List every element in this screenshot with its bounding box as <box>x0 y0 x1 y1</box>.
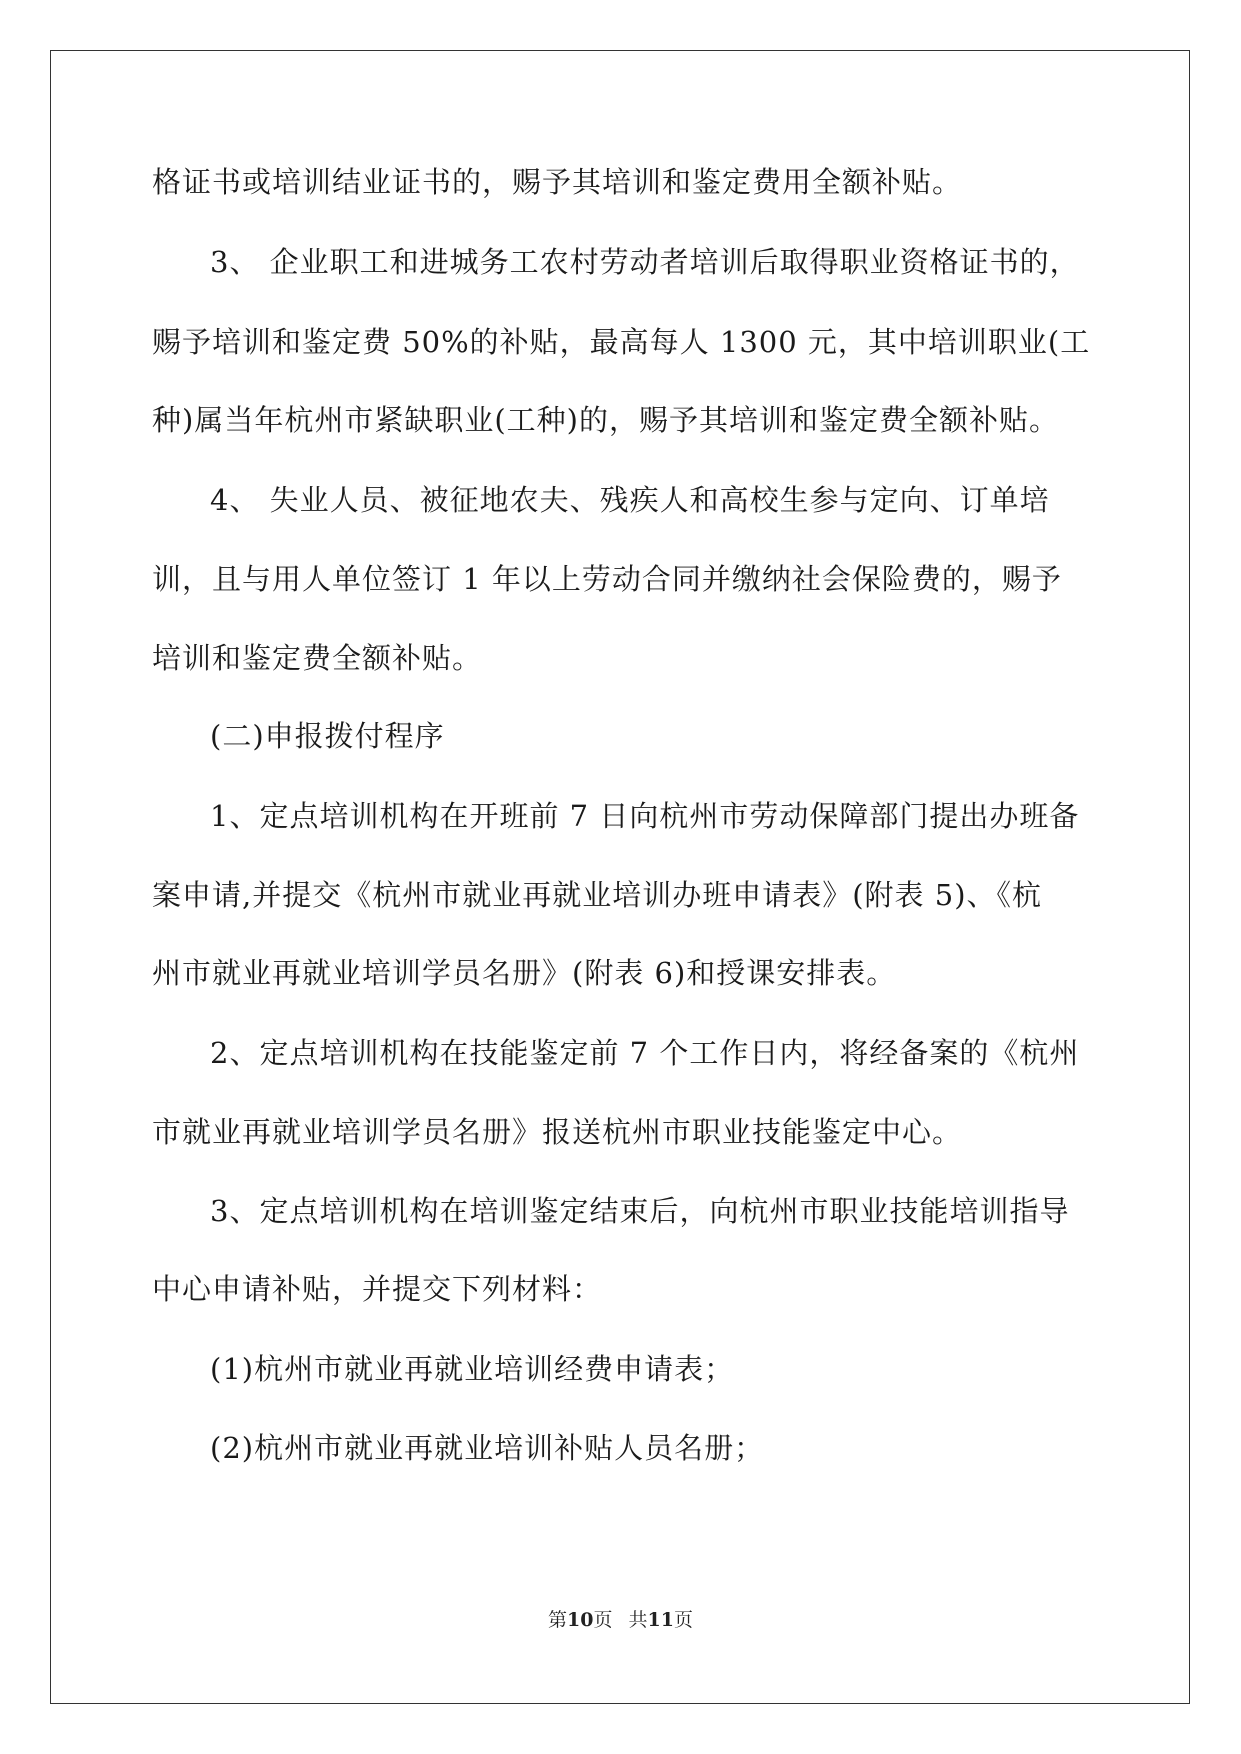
total-suffix: 页 <box>673 1609 693 1631</box>
text-line-5: 4、 失业人员、被征地农夫、残疾人和高校生参与定向、订单培 <box>210 483 1050 517</box>
text-line-16: (1)杭州市就业再就业培训经费申请表； <box>210 1352 735 1386</box>
text-line-9: 1、定点培训机构在开班前 7 日向杭州市劳动保障部门提出办班备 <box>210 799 1080 833</box>
page-mid: 页 <box>593 1609 613 1631</box>
text-line-2: 3、 企业职工和进城务工农村劳动者培训后取得职业资格证书的， <box>210 245 1080 279</box>
text-line-11: 州市就业再就业培训学员名册》(附表 6)和授课安排表。 <box>152 956 897 990</box>
text-line-14: 3、定点培训机构在培训鉴定结束后，向杭州市职业技能培训指导 <box>210 1194 1070 1228</box>
text-line-7: 培训和鉴定费全额补贴。 <box>152 641 483 675</box>
text-line-10: 案申请,并提交《杭州市就业再就业培训办班申请表》(附表 5)、《杭 <box>152 878 1043 912</box>
text-line-13: 市就业再就业培训学员名册》报送杭州市职业技能鉴定中心。 <box>152 1115 963 1149</box>
text-line-4: 种)属当年杭州市紧缺职业(工种)的，赐予其培训和鉴定费全额补贴。 <box>152 403 1059 437</box>
text-line-15: 中心申请补贴，并提交下列材料： <box>152 1272 603 1306</box>
page-footer <box>0 1605 1241 1632</box>
page-prefix: 第 <box>548 1609 568 1631</box>
text-line-1: 格证书或培训结业证书的，赐予其培训和鉴定费用全额补贴。 <box>152 165 963 199</box>
page-current: 10 <box>567 1609 594 1631</box>
page-total: 11 <box>647 1609 674 1631</box>
total-prefix: 共 <box>628 1609 648 1631</box>
text-line-6: 训，且与用人单位签订 1 年以上劳动合同并缴纳社会保险费的，赐予 <box>152 562 1062 596</box>
text-line-3: 赐予培训和鉴定费 50%的补贴，最高每人 1300 元，其中培训职业(工 <box>152 325 1091 359</box>
section-heading: (二)申报拨付程序 <box>210 719 445 753</box>
text-line-17: (2)杭州市就业再就业培训补贴人员名册； <box>210 1431 765 1465</box>
text-line-12: 2、定点培训机构在技能鉴定前 7 个工作日内，将经备案的《杭州 <box>210 1036 1080 1070</box>
